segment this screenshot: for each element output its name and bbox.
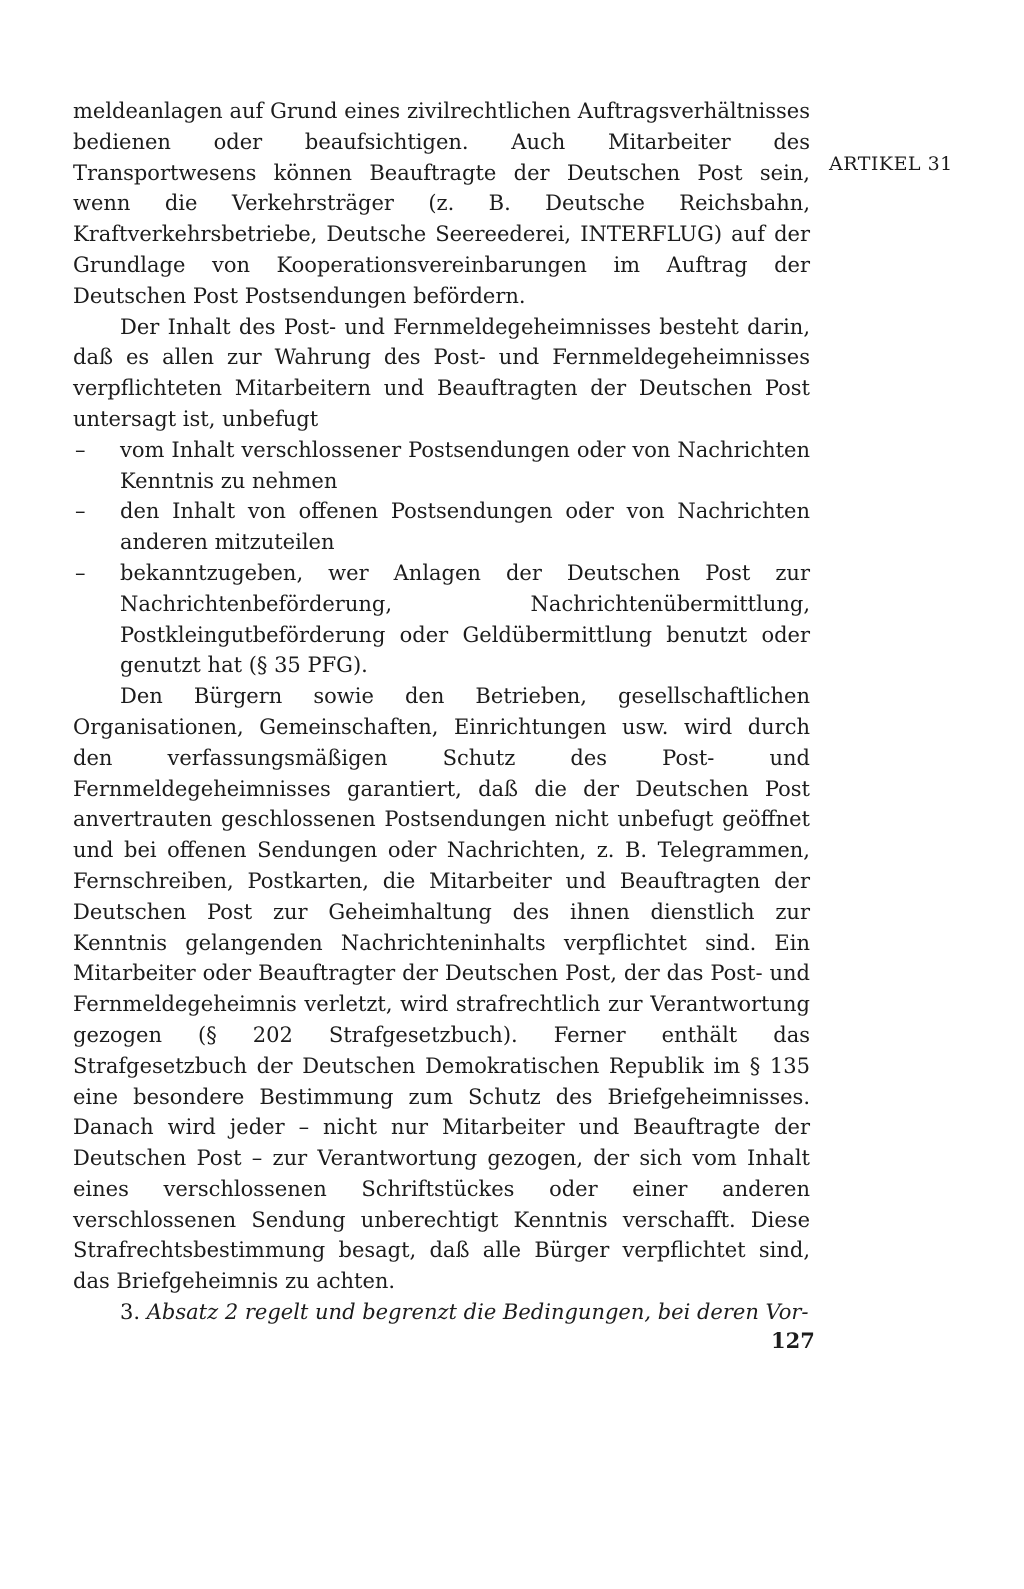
page-number: 127 bbox=[771, 1328, 815, 1353]
paragraph-main: Den Bürgern sowie den Betrieben, gesellschaftlichen Organisationen, Gemeinschaften, Einrichtungen usw. wird durch den verfassungsmäßigen Schutz des Post- und Fernmeldegeheimnisses garantiert, daß die der Deutschen Post anvertrauten geschlossenen Postsendungen nicht unbefugt geöffnet und bei offenen Sendungen oder Nachrichten, z. B. Telegrammen, Fernschreiben, Postkarten, die Mitarbeiter und Beauftragten der Deutschen Post zur Geheimhaltung des ihnen dienstlich zur Kenntnis gelangenden Nachrichteninhalts verpflichtet sind. Ein Mitarbeiter oder Beauftragter der Deutschen Post, der das Post- und Fernmeldegeheimnis verletzt, wird strafrechtlich zur Verantwortung gezogen (§ 202 Strafgesetzbuch). Ferner enthält das Strafgesetzbuch der Deutschen Demokratischen Republik im § 135 eine besondere Bestimmung zum Schutz des Briefgeheimnisses. Danach wird jeder – nicht nur Mitarbeiter und Beauftragte der Deutschen Post – zur Verantwortung gezogen, der sich vom Inhalt eines verschlossenen Schriftstückes oder einer anderen verschlossenen Sendung unberechtigt Kenntnis verschafft. Diese Strafrechtsbestimmung besagt, daß alle Bürger verpflichtet sind, das Briefgeheimnis zu achten. bbox=[73, 684, 810, 1294]
list-item-text: den Inhalt von offenen Postsendungen oder von Nachrichten anderen mitzuteilen bbox=[120, 499, 810, 555]
paragraph-intro-1: meldeanlagen auf Grund eines zivilrechtlichen Auftragsverhältnisses bedienen oder beaufsichtigen. Auch Mitarbeiter des Transportwesens können Beauftragte der Deutschen Post sein, wenn die Verkehrsträger (z. B. Deutsche Reichsbahn, Kraftverkehrsbetriebe, Deutsche Seereederei, INTERFLUG) auf der Grundlage von Kooperationsvereinbarungen im Auftrag der Deutschen Post Postsendungen befördern. bbox=[73, 99, 810, 308]
list-item bbox=[73, 435, 810, 497]
italic-heading: Absatz 2 regelt und begrenzt die Bedingungen, bei deren Vor- bbox=[146, 1300, 809, 1325]
paragraph-intro-2: Der Inhalt des Post- und Fernmeldegeheimnisses besteht darin, daß es allen zur Wahrung des Post- und Fernmeldegeheimnisses verpflichteten Mitarbeitern und Beauftragten der Deutschen Post untersagt ist, unbefugt bbox=[73, 314, 810, 431]
list-item bbox=[73, 496, 810, 558]
dash-marker: – bbox=[75, 437, 86, 462]
list-item-text: bekanntzugeben, wer Anlagen der Deutschen Post zur Nachrichtenbeförderung, Nachrichtenübermittlung, Postkleingutbeförderung oder Geldübermittlung benutzt oder genutzt hat (§ 35 PFG). bbox=[120, 560, 810, 678]
dash-marker: – bbox=[75, 499, 86, 524]
list-item bbox=[73, 558, 810, 681]
section-number: 3. bbox=[120, 1300, 141, 1325]
prohibition-list bbox=[73, 435, 810, 681]
paragraph-final bbox=[73, 1297, 810, 1328]
list-item-text: vom Inhalt verschlossener Postsendungen oder von Nachrichten Kenntnis zu nehmen bbox=[120, 437, 810, 493]
text-column bbox=[73, 96, 810, 1328]
article-sidenote: ARTIKEL 31 bbox=[829, 153, 953, 175]
dash-marker: – bbox=[75, 560, 86, 585]
